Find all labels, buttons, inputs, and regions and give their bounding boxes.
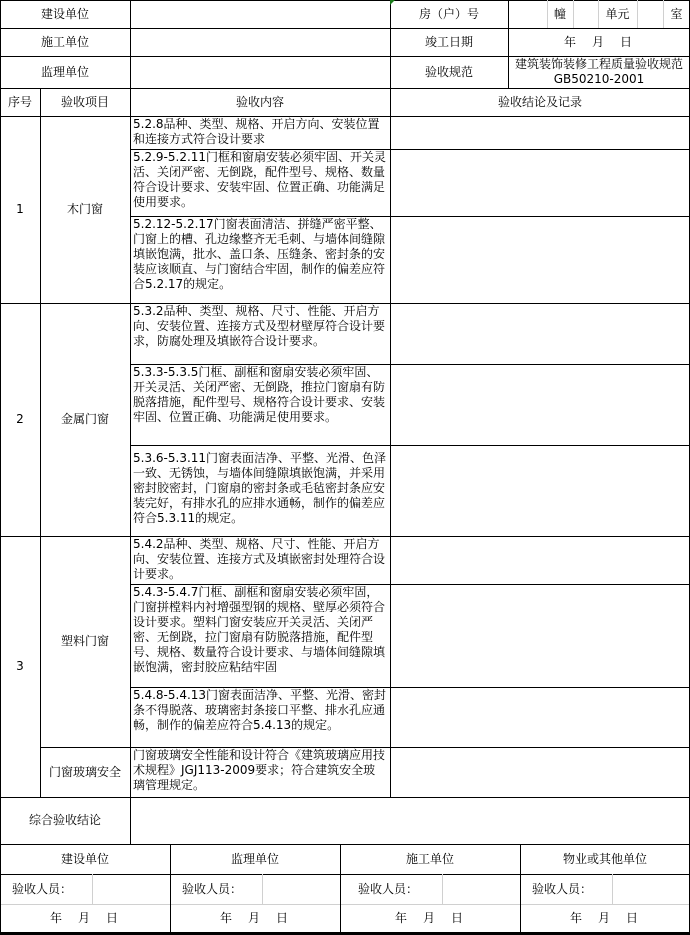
inspector-field[interactable] xyxy=(612,874,690,904)
spec-label: 验收规范 xyxy=(424,64,473,79)
result-field[interactable] xyxy=(390,687,690,747)
column-header-content: 验收内容 xyxy=(235,94,284,109)
result-field[interactable] xyxy=(390,536,690,584)
building-number-field[interactable] xyxy=(508,0,547,28)
content-cell: 5.2.9-5.2.11门框和窗扇安装必须牢固、开关灵活、关闭严密、无倒跷，配件型号、规格、数量符合设计要求、安装牢固、位置正确、功能满足使用要求。 xyxy=(133,150,387,209)
inspector-label: 验收人员： xyxy=(532,881,593,896)
supervision-unit-label: 监理单位 xyxy=(40,64,89,79)
conclusion-field[interactable] xyxy=(130,797,690,844)
content-cell: 5.4.3-5.4.7门框、副框和窗扇安装必须牢固，门窗拼樘料内衬增强型钢的规格、壁厚必须符合设计要求。塑料门窗安装应开关灵活、关闭严密、无倒跷，拉门窗扇有防脱落措施，配件型号、规格、数量符合设计要求、与墙体间缝隙填嵌饱满，密封胶应粘结牢固 xyxy=(133,585,386,674)
inspector-field[interactable] xyxy=(262,874,340,904)
result-field[interactable] xyxy=(390,116,690,149)
inspector-label: 验收人员： xyxy=(12,881,73,896)
content-cell: 5.2.8品种、类型、规格、开启方向、安装位置和连接方式符合设计要求 xyxy=(133,117,380,146)
result-field[interactable] xyxy=(390,303,690,364)
content-cell: 门窗玻璃安全性能和设计符合《建筑玻璃应用技术规程》JGJ113-2009要求；符合建筑安全玻璃管理规定。 xyxy=(133,748,386,792)
result-field[interactable] xyxy=(390,216,690,303)
house-number-label: 房（户）号 xyxy=(418,6,479,21)
completion-date-field[interactable]: 年 月 日 xyxy=(563,34,634,49)
signature-date[interactable]: 年 月 日 xyxy=(569,910,640,925)
signature-unit-builder: 施工单位 xyxy=(405,851,454,866)
cell-comment-marker-icon xyxy=(390,0,395,5)
builder-unit-label: 施工单位 xyxy=(40,34,89,49)
unit-label: 单元 xyxy=(605,6,630,21)
construction-unit-field[interactable] xyxy=(130,0,390,28)
signature-date[interactable]: 年 月 日 xyxy=(49,910,120,925)
spec-value: 建筑装饰装修工程质量验收规范GB50210-2001 xyxy=(514,57,683,86)
signature-unit-supervision: 监理单位 xyxy=(230,851,279,866)
inspector-field[interactable] xyxy=(92,874,170,904)
group-2-item: 金属门窗 xyxy=(60,412,109,426)
content-cell: 5.3.3-5.3.5门框、副框和窗扇安装必须牢固、开关灵活、关闭严密、无倒跷，推拉门窗扇有防脱落措施，配件型号、规格符合设计要求、安装牢固、位置正确、功能满足使用要求。 xyxy=(133,365,386,424)
inspector-label: 验收人员： xyxy=(182,881,243,896)
construction-unit-label: 建设单位 xyxy=(40,6,89,21)
glass-safety-item: 门窗玻璃安全 xyxy=(48,764,121,779)
content-cell: 5.3.2品种、类型、规格、尺寸、性能、开启方向、安装位置、连接方式及型材壁厚符合设计要求，防腐处理及填嵌符合设计要求。 xyxy=(133,304,386,348)
inspector-field[interactable] xyxy=(442,874,520,904)
column-header-seq: 序号 xyxy=(7,94,32,109)
result-field[interactable] xyxy=(390,584,690,687)
conclusion-label: 综合验收结论 xyxy=(28,813,101,827)
column-header-item: 验收项目 xyxy=(60,94,109,109)
supervision-unit-field[interactable] xyxy=(130,56,390,88)
column-header-result: 验收结论及记录 xyxy=(497,94,582,109)
result-field[interactable] xyxy=(390,364,690,445)
content-cell: 5.3.6-5.3.11门窗表面洁净、平整、光滑、色泽一致、无锈蚀，与墙体间缝隙填嵌饱满，并采用密封胶密封，门窗扇的密封条或毛毡密封条应安装完好，有排水孔的应排水通畅，制作的偏差应符合5.3.11的规定。 xyxy=(133,451,387,525)
content-cell: 5.4.8-5.4.13门窗表面洁净、平整、光滑、密封条不得脱落、玻璃密封条接口平整、排水孔应通畅，制作的偏差应符合5.4.13的规定。 xyxy=(133,688,387,732)
group-1-seq: 1 xyxy=(16,202,24,216)
builder-unit-field[interactable] xyxy=(130,28,390,56)
result-field[interactable] xyxy=(390,445,690,536)
group-1-item: 木门窗 xyxy=(66,202,103,216)
group-3-item: 塑料门窗 xyxy=(60,634,109,648)
completion-date-label: 竣工日期 xyxy=(424,34,473,49)
signature-unit-property: 物业或其他单位 xyxy=(562,851,647,866)
room-number-field[interactable] xyxy=(637,0,663,28)
signature-unit-construction: 建设单位 xyxy=(60,851,109,866)
group-2-seq: 2 xyxy=(16,412,24,426)
content-cell: 5.2.12-5.2.17门窗表面清洁、拼缝严密平整、门窗上的槽、孔边缘整齐无毛刺、与墙体间缝隙填嵌饱满，批水、盖口条、压缝条、密封条的安装应该顺直、与门窗结合牢固，制作的偏差应符合5.2.17的规定。 xyxy=(133,217,386,291)
result-field[interactable] xyxy=(390,149,690,216)
content-cell: 5.4.2品种、类型、规格、尺寸、性能、开启方向、安装位置、连接方式及填嵌密封处理符合设计要求。 xyxy=(133,537,386,581)
building-label: 幢 xyxy=(553,6,566,21)
result-field[interactable] xyxy=(390,747,690,797)
group-3-seq: 3 xyxy=(16,659,24,673)
unit-number-field[interactable] xyxy=(573,0,598,28)
inspector-label: 验收人员： xyxy=(358,881,419,896)
signature-date[interactable]: 年 月 日 xyxy=(394,910,465,925)
room-label: 室 xyxy=(670,6,683,21)
signature-date[interactable]: 年 月 日 xyxy=(219,910,290,925)
